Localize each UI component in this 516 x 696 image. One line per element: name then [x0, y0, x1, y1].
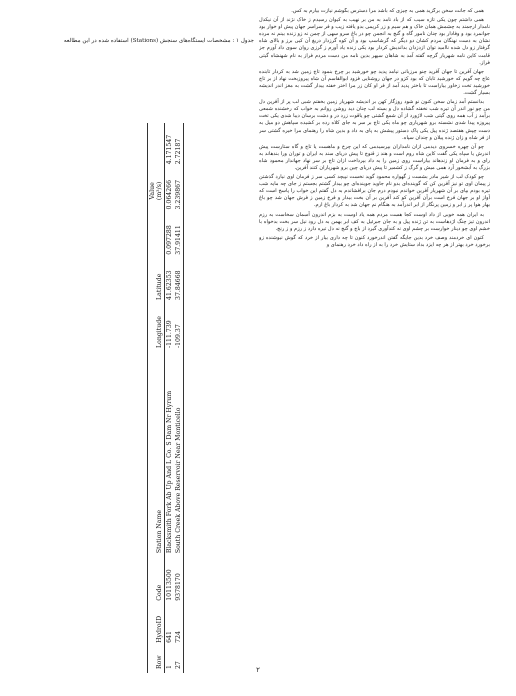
rotated-table	[147, 123, 243, 673]
col-station-name-header: Station Name	[148, 352, 165, 557]
paragraph: بدانستم آمد زمان سخن کنون نو شود روزگار کهن بر اندیشه شهریار زمین بخفتم شبی لب پر از آفرین دل من چو نور اندر آن تیره شب نخفته گشاده دل و بسته لب چنان دید روشن روانم به خواب که رخشنده شمعی برآمد ز آب همه روی گیتی شب لاژورد از آن شمع گشتی چو یاقوت زرد در و دشت برسان دیبا شدی یکی تخت پیروزه پیدا شدی نشسته برو شهریاری چو ماه یکی تاج بر سر به جای کلاه رده بر کشیده سپاهش دو میل به دست چپش هفتصد ژنده پیل یکی پاک دستور پیشش به پای به داد و بدین شاه را رهنمای مرا خیره گشتی سر از فر شاه و زان ژنده پیلان و چندان سپاه.	[259, 99, 490, 141]
col-hydroid-header: HydroID	[148, 605, 165, 647]
paragraph: همی داشتم چون یکی تازه سیب که از باد نامد به من بر نهیب به کیوان رسیدم ز خاک نژند از آن نیکدل نامدار ارجمند به چشمش همان خاک و هم سیم و زر کریمی بدو یافته زیب و فر سراسر جهان پیش او خوار بود جوانمرد بود و وفادار بود چنان نامور گاه و گنج به انجمن چو در باغ سرو سهی از چمن نه زو زنده بینم نه مرده نشان به دست نهنگان مردم کشان دو دیگر که گرشاسپ بود و آن کوه گرزدار دریغ آن کیی برز و بالای شاه گرفتار زو دل شده ناامید توان ازدزدان بداندیش کردار بود یکی زنده یاد آورم ز گرزی روان سوی داد آورم جز قامت کاین نامه شهریار گرچه گفته آمد به شاهان سپهر بدین نامه من دست مردم فراز به نام شهنشاه گیتی فراز.	[259, 17, 490, 66]
cell-code: 9378170	[174, 557, 184, 605]
cell-hydroid: 724	[174, 605, 184, 647]
cell-value-3: 2.72187	[174, 123, 184, 168]
cell-code: 10113500	[166, 569, 173, 601]
value-unit-label: (m³/s)	[156, 181, 163, 201]
paragraph: همی که جانت سخن برگزید همی به چیزی که باشد مرا دسترس بگوشم نیازت بیارم به کس.	[291, 8, 484, 14]
page-number: ۲	[256, 666, 260, 674]
body-text-column	[259, 8, 490, 658]
col-latitude-header: Latitude	[148, 259, 165, 304]
paragraph: جهان آفرین تا جهان آفرید چنو مرزبانی نیامد پدید چو خورشید بر چرخ بنمود تاج زمین شد به کردار تابنده عاج چه گویم که خورشید تابان که بود کزو در جهان روشنایی فزود ابوالقاسم آن شاه پیروزبخت نهاد از بر تاج خورشید تخت زخاور بیاراست تا باختر پدید آمد از فر او کان زر مرا اختر خفته بیدار گشت به مغز اندر اندیشه بسیار گشت.	[259, 68, 490, 97]
cell-row: 1	[166, 665, 173, 669]
col-longitude-header: Longitude	[148, 304, 165, 352]
cell-row: 27	[174, 647, 184, 673]
table-header-row	[148, 123, 165, 673]
cell-longitude: -109.37	[174, 304, 184, 352]
table-row	[165, 123, 175, 673]
col-value-header	[148, 123, 165, 259]
cell-value-1: 0.097288	[166, 225, 173, 255]
table-caption: جدول ۱ : مشخصات ایستگاه‌های سنجش (Stations) استفاده شده در این مطالعه	[63, 38, 254, 44]
table-row	[174, 123, 184, 673]
cell-value-2: 3.239867	[174, 168, 184, 213]
cell-latitude: 37.84668	[174, 259, 184, 304]
paragraph: چو کودک لب از شیر مادر بشست ز گهواره محمود گوید نخست نپیچد کسی سر ز فرمان اوی نیارد گذشتن ز پیمان اوی تو نیز آفرین کن که گوینده‌ای بدو نام جاوید جوینده‌ای چو بیدار گشتم بجستم ز جای چه مایه شب تیره بودم بپای بر آن شهریار آفرین خواندم نبودم درم جان برافشاندم به دل گفتم این خواب را پاسخ است که آواز او بر جهان فرخ است برآن آفرین کو کند آفرین بر آن بخت بیدار و فرخ زمین ز فرش جهان شد چو باغ بهار هوا پر ز ابر و زمین پرنگار از ابر اندرآمد به هنگام نم جهان شد به کردار باغ ارم.	[259, 174, 490, 209]
cell-latitude: 41.62353	[166, 270, 173, 300]
cell-hydroid: 641	[166, 631, 173, 643]
paragraph: کنون ای خردمند وصف خرد بدین جایگه گفتن اندرخورد کنون تا چه داری بیار از خرد که گوش نیوشنده زو برخورد خرد بهتر از هر چه ایزد بداد ستایش خرد را به از راه داد خرد رهنمای و	[259, 234, 490, 248]
paragraph: چو آن چهره خسروی دیدمی ازان نامداران بپرسیدمی که این چرخ و ماهست یا تاج و گاه ستارست پیش اندرش یا سپاه یکی گفت کاین شاه روم است و هند ز قنوج تا پیش دریای سند به ایران و توران ورا بندهاند به رای و به فرمان او زندهاند بیاراست روی زمین را به داد بپرداخت ازان تاج بر سر نهاد جهاندار محمود شاه بزرگ به آبشخور آرد همی میش و گرگ ز کشمیر تا پیش دریای چین برو شهریاران کنند آفرین.	[259, 143, 490, 171]
cell-value-1: 37.91411	[174, 214, 184, 259]
cell-station-name: Blacksmith Fork Ab Up And L Co. S Dam Nr Hyrum	[166, 390, 173, 554]
cell-longitude: -111.739	[166, 320, 173, 348]
cell-value-3: 4.171547	[166, 134, 173, 165]
col-code-header: Code	[148, 557, 165, 605]
value-header-label: Value	[149, 182, 156, 200]
cell-station-name: South Creek Above Reservoir Near Monticello	[174, 352, 184, 557]
stations-table	[147, 123, 184, 673]
col-row-header: Row	[148, 647, 165, 673]
paragraph: به ایران همه خوبی از داد اوست کجا هست مردم همه یاد اوست به بزم اندرون آسمان سخاست به رزم اندرون تیز چنگ اژدهاست به تن ژنده پیل و به جان جبرئیل به کف ابر بهمن به دل رود نیل سر بخت بدخواه با خشم اوی چو دینار خوارست بر چشم اوی نه کندآوری گیرد از باج و گنج نه دل تیره دارد ز رزم و ز رنج.	[259, 211, 490, 232]
cell-value-2: 0.064266	[166, 179, 173, 210]
